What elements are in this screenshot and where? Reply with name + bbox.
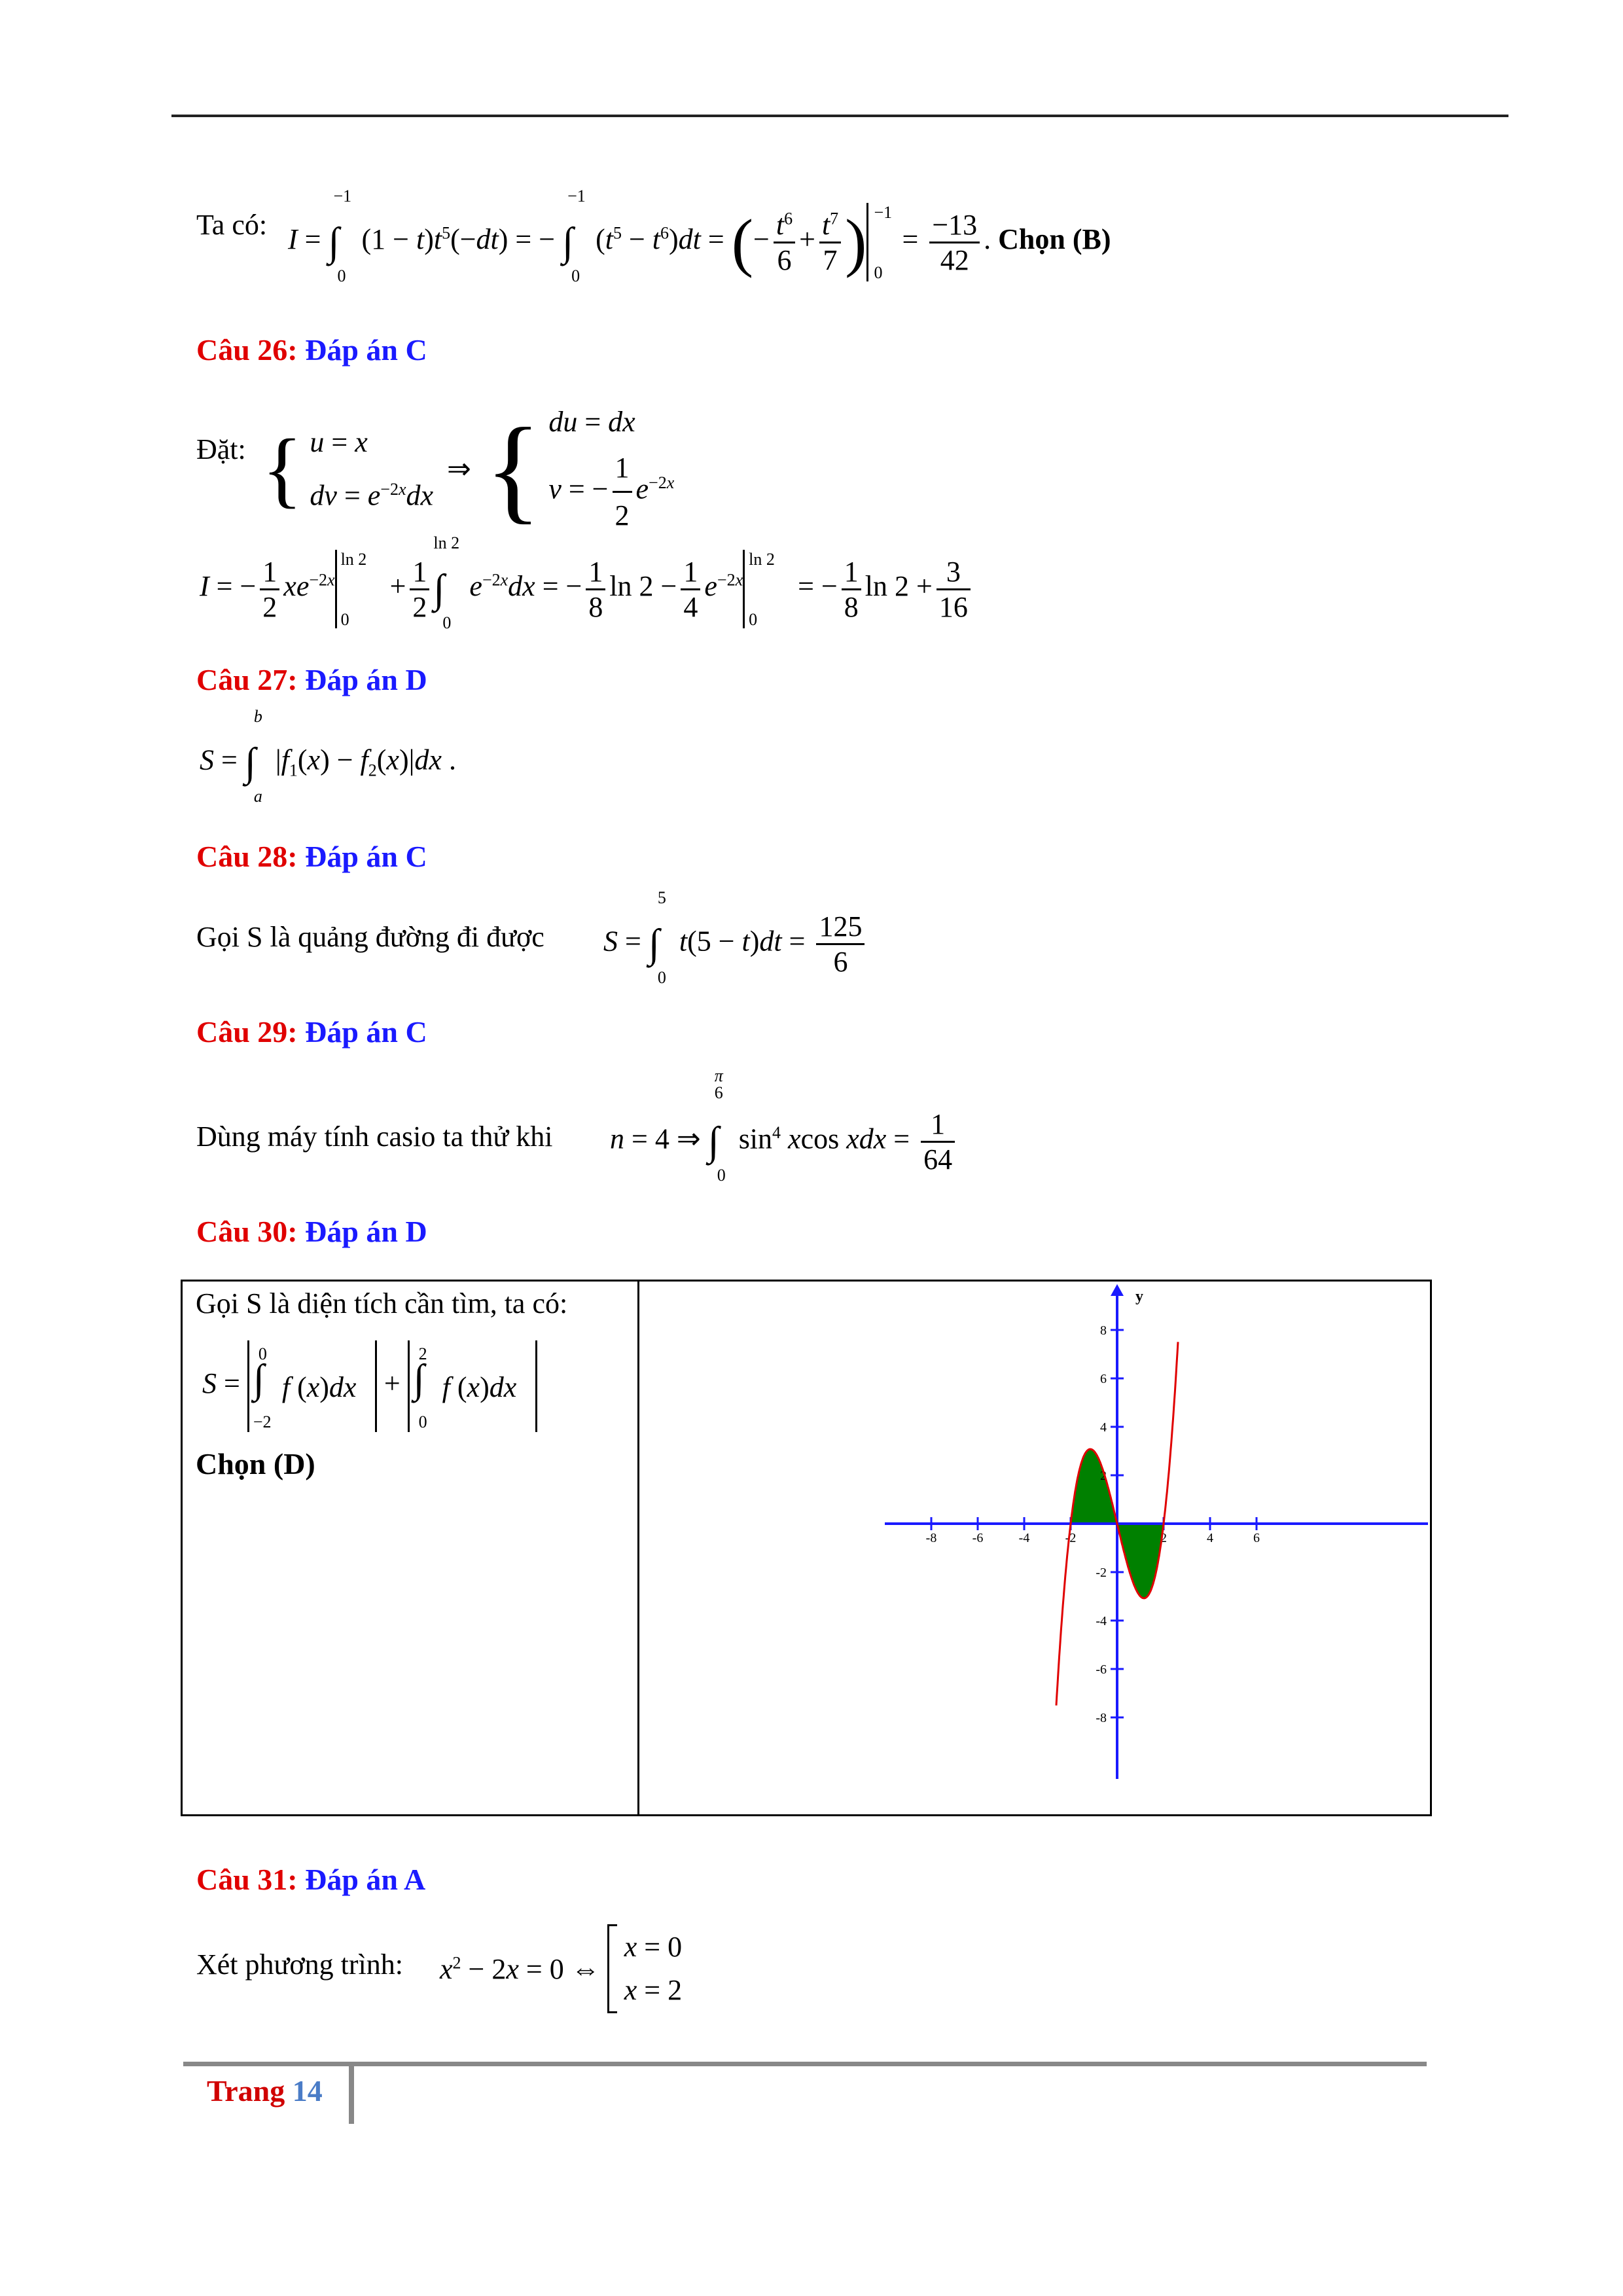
- x-tick-label: 4: [1207, 1531, 1213, 1545]
- y-tick-label: -2: [1096, 1566, 1107, 1580]
- y-tick-label: -8: [1096, 1711, 1107, 1725]
- q30-text: Gọi S là diện tích cần tìm, ta có:: [196, 1287, 568, 1319]
- x-tick-label: -2: [1065, 1531, 1077, 1545]
- footer-divider: [349, 2065, 354, 2124]
- shaded-region-2: [1117, 1524, 1164, 1598]
- y-tick-label: -6: [1096, 1662, 1107, 1677]
- q26-set-word: Đặt:: [196, 433, 246, 465]
- y-axis-label: y: [1135, 1288, 1143, 1305]
- y-axis-arrow: [1111, 1284, 1124, 1296]
- x-tick-label: 6: [1253, 1531, 1260, 1545]
- y-tick-label: 4: [1100, 1420, 1107, 1435]
- x-tick-label: 2: [1160, 1531, 1167, 1545]
- shaded-region-1: [1071, 1449, 1117, 1524]
- q28-text: Gọi S là quảng đường đi được: [196, 921, 544, 953]
- q30-text-cell: [182, 1281, 639, 1816]
- q27-formula: S = b ∫ a $|f_1(x) - f_2(x)|dx$ .: [200, 707, 456, 806]
- q30-choice: Chọn (D): [196, 1447, 315, 1480]
- intro-choice: Chọn (B): [998, 223, 1111, 256]
- q29-text: Dùng máy tính casio ta thử khi: [196, 1121, 553, 1153]
- question-29-heading: Câu 29: Đáp án C: [196, 1015, 427, 1049]
- intro-formula: I = −1 ∫ 0 $(1 - t)t^5(-dt)$ = − −1 ∫ 0 $(t^5 - t^6)dt$ = (− $\frac{t^6}{6}$ + $\frac{t^7}{7}$ ) −1 0 = $\frac{-13}{42}$ . Chọn (B): [288, 186, 1111, 285]
- intro-prefix: Ta có:: [196, 209, 268, 241]
- question-31-heading: Câu 31: Đáp án A: [196, 1863, 426, 1896]
- header-rule: [171, 115, 1508, 117]
- function-graph: [639, 1282, 1431, 1814]
- y-tick-label: 6: [1100, 1372, 1107, 1386]
- y-tick-label: 2: [1100, 1469, 1107, 1483]
- x-tick-label: -4: [1018, 1531, 1030, 1545]
- question-27-heading: Câu 27: Đáp án D: [196, 663, 427, 696]
- page-number: Trang 14: [207, 2074, 323, 2108]
- y-tick-label: -4: [1096, 1614, 1107, 1628]
- q31-formula: $x^2 - 2x = 0$ ⇔ x = 0 x = 2: [440, 1924, 682, 2013]
- x-tick-label: -8: [925, 1531, 937, 1545]
- q30-graph-cell: [639, 1281, 1431, 1816]
- question-28-heading: Câu 28: Đáp án C: [196, 840, 427, 873]
- q28-formula: S = 5 ∫ 0 t(5 − t)dt = $\frac{125}{6}$: [603, 910, 868, 978]
- q30-formula: S = 0 ∫ −2 f (x)dx + 2 ∫ 0 f (x)dx: [202, 1340, 537, 1432]
- question-26-heading: Câu 26: Đáp án C: [196, 333, 427, 367]
- q30-solution-table: [181, 1280, 1432, 1816]
- q26-formula: I = − $\frac{1}{2}$ $xe^{-2x}$ ln 2 0 + $\frac{1}{2}$ ln 2 ∫ 0 $e^{-2x}dx$ = − $\frac{1}{8}$ ln 2 − $\frac{1}{4}$ $e^{-2x}$ ln 2 0 = − $\frac{1}{8}$ ln 2 + $\frac{3}{16}$: [200, 550, 974, 628]
- q29-formula: n = 4 ⇒ π 6 ∫ 0 $\sin^4 xcos$ xdx = $\frac{1}{64}$: [610, 1107, 959, 1176]
- q26-substitution-system: { u = x dv = $e^{-2x}dx$ ⇒ { du = dx v = − $\frac{1}{2}$ $e^{-2x}$: [262, 403, 675, 534]
- y-tick-label: 8: [1100, 1323, 1107, 1338]
- footer-rule: [183, 2062, 1427, 2066]
- question-30-heading: Câu 30: Đáp án D: [196, 1215, 427, 1248]
- q31-text: Xét phương trình:: [196, 1948, 403, 1981]
- x-tick-label: -6: [972, 1531, 984, 1545]
